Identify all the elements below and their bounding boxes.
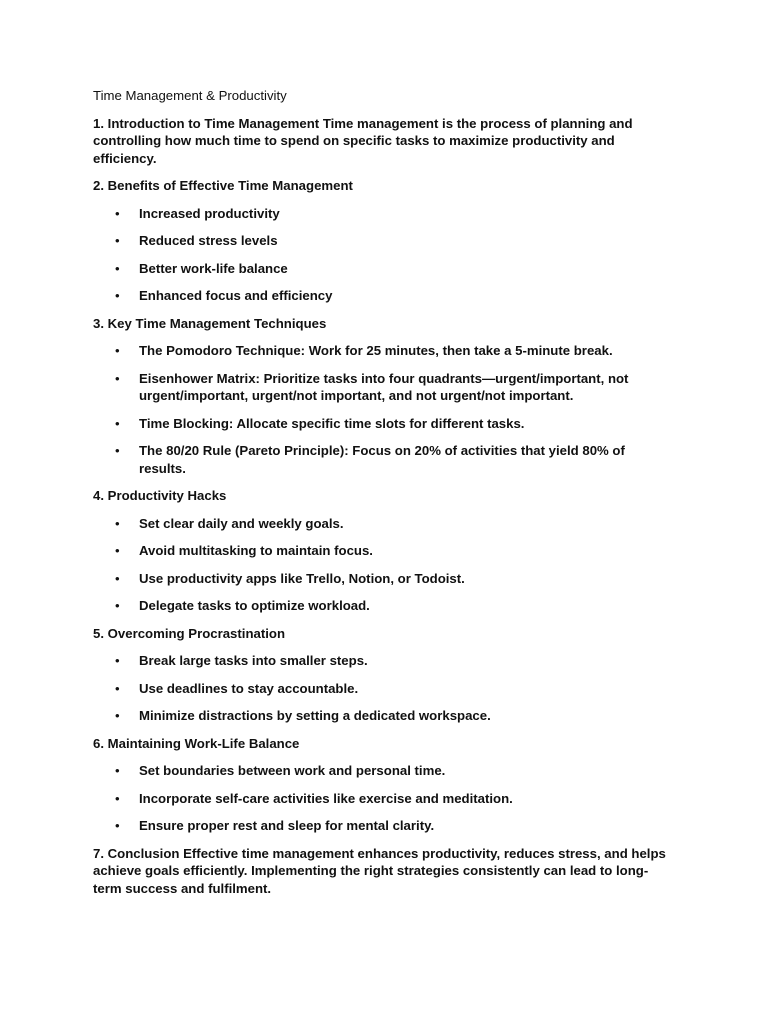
list-item-text: Use productivity apps like Trello, Notion, or Todoist. (139, 570, 465, 586)
list-item (93, 790, 668, 808)
bullet-icon: • (115, 515, 120, 531)
list-item-text: Set boundaries between work and personal time. (139, 763, 446, 778)
bullet-icon: • (115, 343, 120, 358)
bullet-icon: • (115, 260, 120, 276)
bullet-icon: • (115, 233, 120, 248)
list-item-text: Eisenhower Matrix: Prioritize tasks into four quadrants—urgent/important, not urgent/important, urgent/not important, and not urgent/not important. (139, 370, 629, 403)
section-productivity-hacks (93, 487, 668, 615)
section-heading: 5. Overcoming Procrastination (93, 625, 286, 641)
section-benefits (93, 177, 668, 305)
list-item-text: Use deadlines to stay accountable. (139, 680, 359, 696)
list-item (93, 260, 668, 278)
section-procrastination (93, 625, 668, 725)
list-item-text: Time Blocking: Allocate specific time slots for different tasks. (139, 415, 525, 431)
bullet-icon: • (115, 818, 120, 833)
list-item (93, 515, 668, 533)
bullet-list (93, 342, 668, 477)
section-heading: 2. Benefits of Effective Time Management (93, 178, 353, 193)
bullet-icon: • (115, 763, 120, 778)
list-item (93, 205, 668, 223)
list-item (93, 442, 668, 477)
list-item-text: Minimize distractions by setting a dedicated workspace. (139, 708, 491, 723)
list-item (93, 342, 668, 360)
list-item-text: Increased productivity (139, 205, 280, 221)
bullet-icon: • (115, 598, 120, 613)
list-item (93, 370, 668, 405)
bullet-icon: • (115, 708, 120, 723)
bullet-icon: • (115, 415, 120, 431)
bullet-list (93, 652, 668, 725)
list-item-text: Better work-life balance (139, 260, 288, 276)
list-item-text: The 80/20 Rule (Pareto Principle): Focus on 20% of activities that yield 80% of results. (139, 443, 625, 476)
list-item-text: Enhanced focus and efficiency (139, 288, 333, 303)
document-title: Time Management & Productivity (93, 88, 287, 103)
list-item-text: Break large tasks into smaller steps. (139, 653, 368, 668)
bullet-icon: • (115, 288, 120, 303)
bullet-list (93, 515, 668, 615)
list-item (93, 232, 668, 250)
section-work-life-balance (93, 735, 668, 835)
list-item-text: Reduced stress levels (139, 233, 278, 248)
list-item-text: Avoid multitasking to maintain focus. (139, 543, 373, 558)
bullet-icon: • (115, 570, 120, 586)
bullet-icon: • (115, 443, 120, 458)
list-item-text: Incorporate self-care activities like exercise and meditation. (139, 790, 513, 806)
list-item-text: The Pomodoro Technique: Work for 25 minutes, then take a 5-minute break. (139, 343, 613, 358)
bullet-icon: • (115, 653, 120, 668)
section-heading: 4. Productivity Hacks (93, 488, 227, 503)
section-techniques (93, 315, 668, 478)
intro-paragraph: 1. Introduction to Time Management Time management is the process of planning and controlling how much time to spend on specific tasks to maximize productivity and efficiency. (93, 115, 633, 166)
bullet-list (93, 205, 668, 305)
conclusion-paragraph: 7. Conclusion Effective time management enhances productivity, reduces stress, and helps achieve goals efficiently. Implementing the right strategies consistently can lead to long-term success and fulfilment. (93, 845, 666, 896)
list-item (93, 415, 668, 433)
list-item (93, 597, 668, 615)
list-item (93, 707, 668, 725)
list-item-text: Ensure proper rest and sleep for mental clarity. (139, 818, 435, 833)
list-item (93, 287, 668, 305)
list-item (93, 652, 668, 670)
list-item-text: Set clear daily and weekly goals. (139, 515, 344, 531)
bullet-icon: • (115, 680, 120, 696)
bullet-icon: • (115, 543, 120, 558)
list-item (93, 542, 668, 560)
bullet-icon: • (115, 205, 120, 221)
list-item-text: Delegate tasks to optimize workload. (139, 598, 370, 613)
list-item (93, 570, 668, 588)
section-heading: 6. Maintaining Work-Life Balance (93, 735, 300, 751)
list-item (93, 817, 668, 835)
list-item (93, 762, 668, 780)
bullet-icon: • (115, 370, 120, 386)
bullet-icon: • (115, 790, 120, 806)
section-heading: 3. Key Time Management Techniques (93, 315, 327, 331)
list-item (93, 680, 668, 698)
bullet-list (93, 762, 668, 835)
